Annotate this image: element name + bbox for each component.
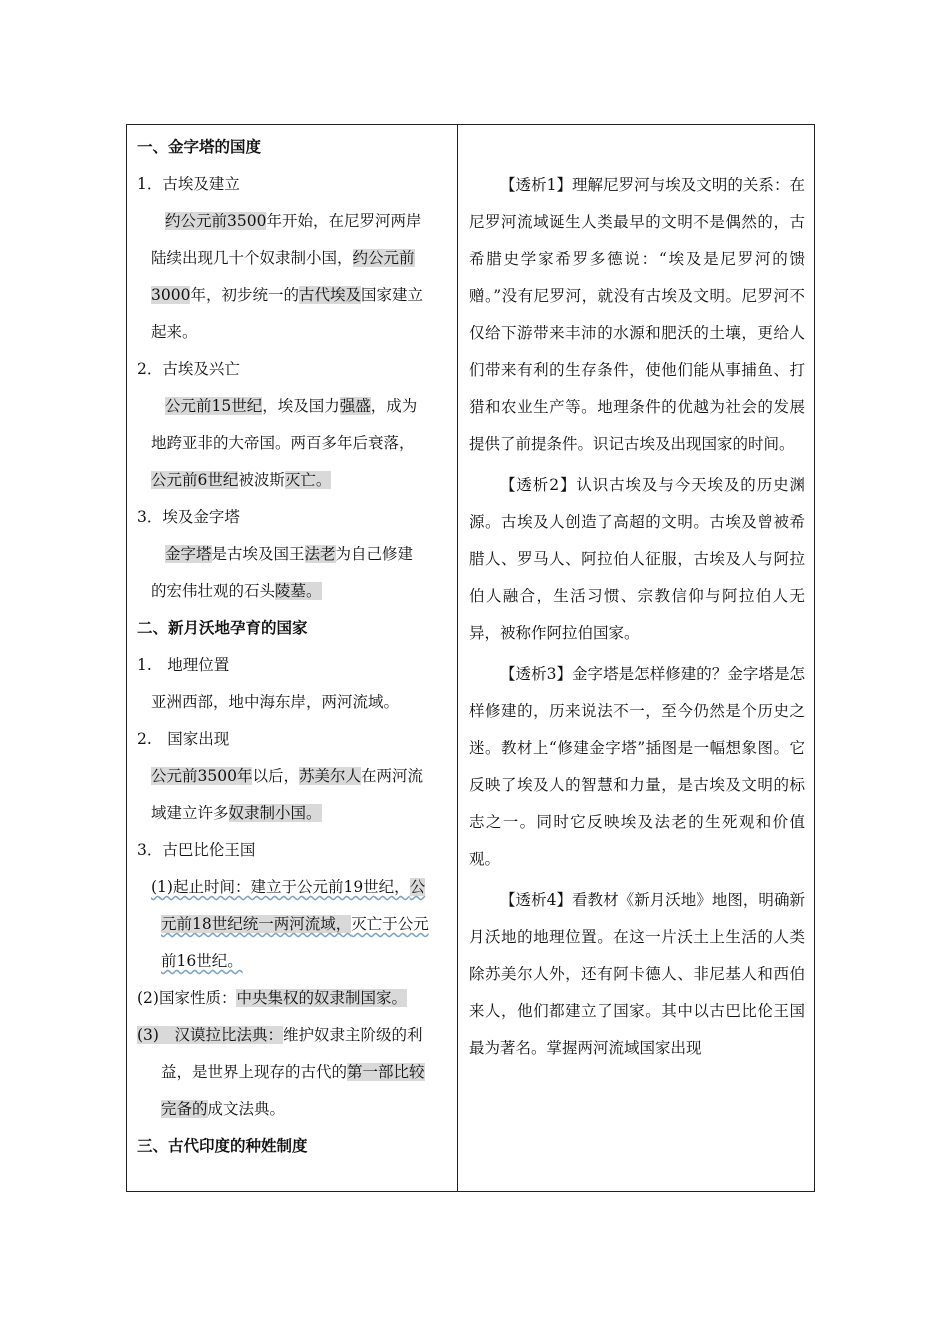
text-line: [137, 980, 449, 1017]
subsection-title: 2. 国家出现: [137, 730, 230, 748]
text: (2)国家性质：: [137, 989, 237, 1007]
highlight: 苏美尔人: [298, 767, 361, 785]
highlight: 第一部比较: [347, 1063, 425, 1081]
text-line: [137, 573, 449, 610]
text: 为自己修建: [335, 545, 414, 563]
text-line: [137, 795, 449, 832]
highlight: 约公元前: [352, 249, 415, 267]
underlined-text: 灭亡于公元: [351, 915, 429, 933]
text: 在两河流: [360, 767, 423, 785]
text: 年，初步统一的: [190, 286, 299, 304]
text-line: [137, 203, 449, 240]
highlight: 强盛: [339, 397, 371, 415]
text-line: [137, 758, 449, 795]
text-line: [137, 869, 449, 906]
text: 成文法典。: [207, 1100, 286, 1118]
subsection-title: 1．古埃及建立: [137, 175, 240, 193]
text-line: [137, 906, 449, 943]
notes-column: [127, 125, 458, 1191]
analysis-column: [458, 125, 814, 1191]
highlight: 法老: [304, 545, 336, 563]
highlight: 公: [409, 878, 426, 896]
highlight: 古代埃及: [298, 286, 361, 304]
highlight: 完备的: [161, 1100, 208, 1118]
text-line: [137, 277, 449, 314]
text: 国家建立: [360, 286, 423, 304]
highlight: 奴隶制小国。: [228, 804, 322, 822]
text-line: 亚洲西部，地中海东岸，两河流域。: [151, 693, 400, 711]
highlight: 公元前6世纪: [151, 471, 239, 489]
subsection-title: 3．古巴比伦王国: [137, 841, 256, 859]
highlight: 公元前15世纪: [165, 397, 263, 415]
highlight: 3000: [151, 286, 191, 304]
analysis-paragraph-3: 【透析3】金字塔是怎样修建的？金字塔是怎样修建的，历来说法不一，至今仍然是个历史之迷。教材上“修建金字塔”插图是一幅想象图。它反映了埃及人的智慧和力量，是古埃及文明的标志之一。同时它反映埃及法老的生死观和价值观。: [469, 665, 805, 868]
text-line: [137, 388, 449, 425]
text: ，成为: [370, 397, 418, 415]
text-line: [137, 1017, 449, 1054]
analysis-paragraph-2: 【透析2】认识古埃及与今天埃及的历史渊源。古埃及人创造了高超的文明。古埃及曾被希腊人、罗马人、阿拉伯人征服，古埃及人与阿拉伯人融合，生活习惯、宗教信仰与阿拉伯人无异，被称作阿拉伯国家。: [469, 476, 805, 642]
text: 域建立许多: [151, 804, 229, 822]
section-title: 一、金字塔的国度: [137, 138, 262, 156]
text: 陆续出现几十个奴隶制小国，: [151, 249, 353, 267]
subsection-title: 1. 地理位置: [137, 656, 230, 674]
text-line: 起来。: [151, 323, 198, 341]
underlined-text: 前16世纪。: [161, 952, 243, 970]
subsection-title: 3．埃及金字塔: [137, 508, 240, 526]
text: 益，是世界上现存的古代的: [161, 1063, 348, 1081]
text: ，埃及国力: [262, 397, 340, 415]
highlight: (3) 汉谟拉比法典：: [137, 1026, 283, 1044]
analysis-paragraph-4: 【透析4】看教材《新月沃地》地图，明确新月沃地的地理位置。在这一片沃土上生活的人类除苏美尔人外，还有阿卡德人、非尼基人和西伯来人，他们都建立了国家。其中以古巴比伦王国最为著名。掌握两河流域国家出现: [469, 891, 805, 1057]
text: 的宏伟壮观的石头: [151, 582, 276, 600]
analysis-paragraph-1: 【透析1】理解尼罗河与埃及文明的关系：在尼罗河流域诞生人类最早的文明不是偶然的，古希腊史学家希罗多德说：“埃及是尼罗河的馈赠。”没有尼罗河，就没有古埃及文明。尼罗河不仅给下游带来丰沛的水源和肥沃的土壤，更给人们带来有利的生存条件，使他们能从事捕鱼、打猎和农业生产等。地理条件的优越为社会的发展提供了前提条件。识记古埃及出现国家的时间。: [469, 176, 805, 453]
content-table: [126, 124, 815, 1192]
text: 被波斯: [238, 471, 285, 489]
text-line: [137, 462, 449, 499]
text-line: [137, 536, 449, 573]
text: 以后，: [252, 767, 299, 785]
text-line: [137, 1054, 449, 1091]
text-line: [137, 1091, 449, 1128]
highlight: 元前18世纪统一两河流域，: [161, 915, 352, 933]
subsection-title: 2．古埃及兴亡: [137, 360, 240, 378]
text: 是古埃及国王: [211, 545, 305, 563]
text-line: [137, 943, 449, 980]
text: 年开始，在尼罗河两岸: [266, 212, 422, 230]
text-line: [137, 240, 449, 277]
section-title: 二、新月沃地孕育的国家: [137, 619, 308, 637]
highlight: 中央集权的奴隶制国家。: [236, 989, 407, 1007]
section-title: 三、古代印度的种姓制度: [137, 1137, 308, 1155]
highlight: 金字塔: [165, 545, 212, 563]
highlight: 陵墓。: [275, 582, 322, 600]
highlight: 公元前3500年: [151, 767, 253, 785]
underlined-text: (1)起止时间：建立于公元前19世纪，: [151, 878, 410, 896]
text-line: 地跨亚非的大帝国。两百多年后衰落，: [151, 434, 415, 452]
text: 维护奴隶主阶级的利: [282, 1026, 423, 1044]
highlight: 灭亡。: [284, 471, 332, 489]
highlight: 约公元前3500: [165, 212, 267, 230]
